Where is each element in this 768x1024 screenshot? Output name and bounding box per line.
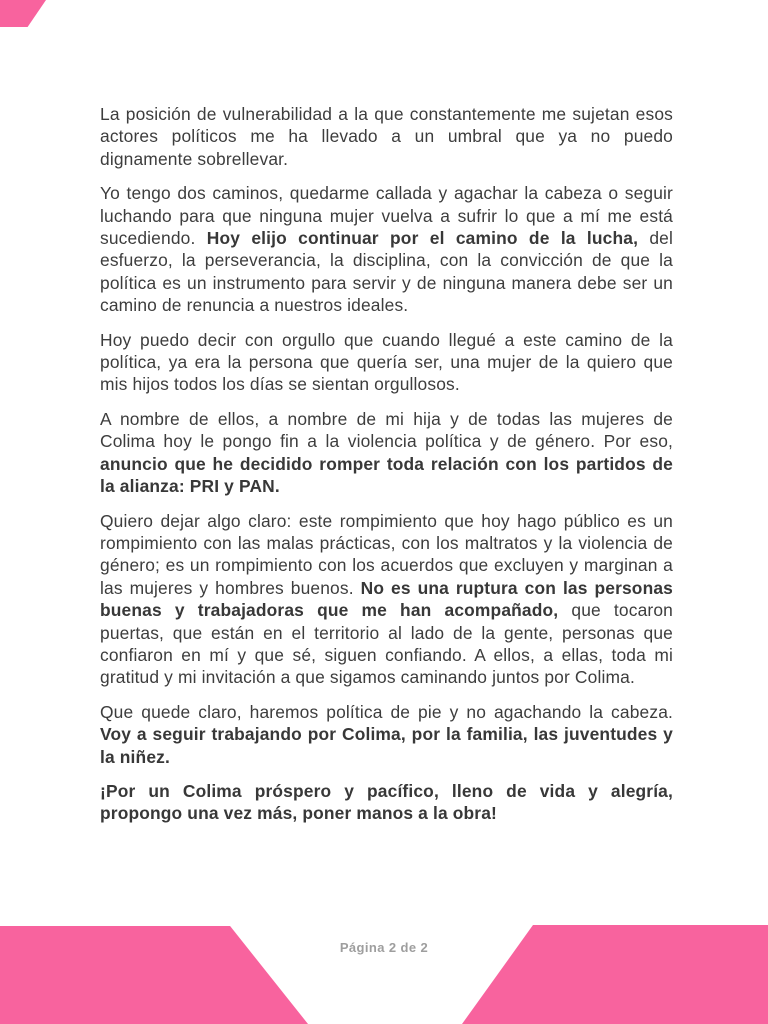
paragraph — [100, 510, 673, 689]
page-number-indicator: Página 2 de 2 — [339, 940, 429, 955]
body-text: A nombre de ellos, a nombre de mi hija y de todas las mujeres de Colima hoy le pongo fin a la violencia política y de género. Por eso, — [100, 408, 673, 452]
paragraph — [100, 182, 673, 316]
body-text: Que quede claro, haremos política de pie y no agachando la cabeza. — [100, 701, 673, 722]
pink-corner-top-left-decoration — [0, 0, 46, 27]
paragraph — [100, 103, 673, 170]
paragraph — [100, 780, 673, 825]
emphasis-text: anuncio que he decidido romper toda relación con los partidos de la alianza: PRI y PAN. — [100, 453, 673, 497]
letter-body — [100, 103, 673, 837]
body-text: La posición de vulnerabilidad a la que constantemente me sujetan esos actores políticos me ha llevado a un umbral que ya no puedo dignamente sobrellevar. — [100, 104, 673, 169]
emphasis-text: Hoy elijo continuar por el camino de la lucha, — [206, 228, 639, 249]
body-text: del esfuerzo, la perseverancia, la disciplina, con la convicción de que la política es un instrumento para servir y de ninguna manera debe ser un camino de renuncia a nuestros ideales. — [100, 228, 674, 316]
paragraph — [100, 329, 673, 396]
emphasis-text: ¡Por un Colima próspero y pacífico, lleno de vida y alegría, propongo una vez más, poner manos a la obra! — [100, 780, 673, 824]
body-text: que tocaron puertas, que están en el territorio al lado de la gente, personas que confiaron en mí y que sé, siguen confiando. A ellos, a ellas, toda mi gratitud y mi invitación a que sigamos caminando juntos por Colima. — [100, 600, 673, 688]
paragraph — [100, 701, 673, 768]
emphasis-text: Voy a seguir trabajando por Colima, por la familia, las juventudes y la niñez. — [100, 724, 673, 767]
emphasis-text: No es una ruptura con las personas buenas y trabajadoras que me han acompañado, — [100, 577, 673, 621]
paragraph — [100, 408, 673, 498]
body-text: Hoy puedo decir con orgullo que cuando llegué a este camino de la política, ya era la persona que quería ser, una mujer de la quiero que mis hijos todos los días se sientan orgullosos. — [100, 329, 673, 395]
body-text: Yo tengo dos caminos, quedarme callada y agachar la cabeza o seguir luchando para que ninguna mujer vuelva a sufrir lo que a mí me está sucediendo. — [100, 183, 673, 249]
body-text: Quiero dejar algo claro: este rompimiento que hoy hago público es un rompimiento con las malas prácticas, con los maltratos y la violencia de género; es un rompimiento con los acuerdos que excluyen y marginan a las mujeres y hombres buenos. — [100, 510, 673, 598]
